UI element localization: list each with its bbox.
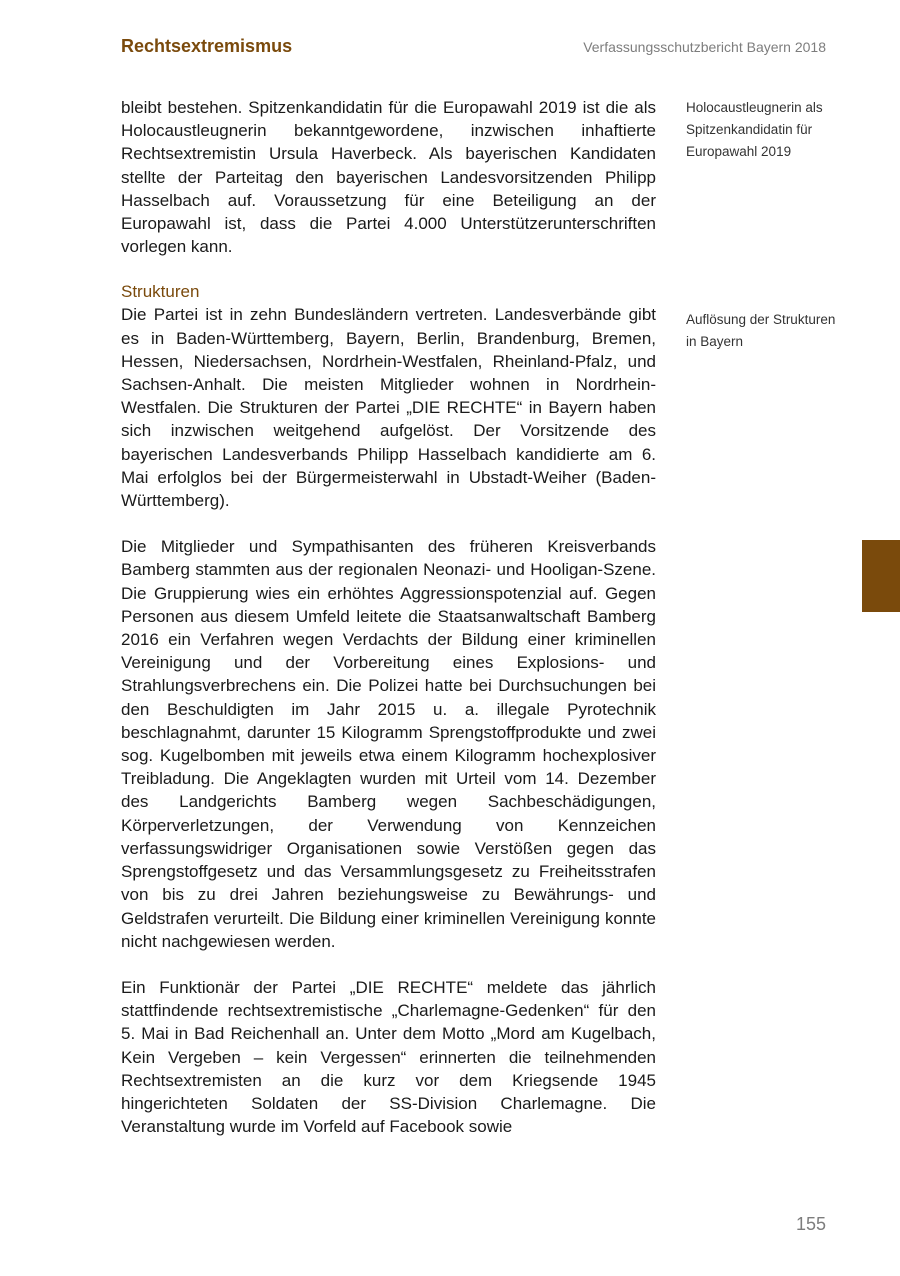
page-number: 155 bbox=[795, 1214, 826, 1234]
report-title: Verfassungsschutzbericht Bayern 2018 bbox=[583, 39, 826, 55]
section-heading: Strukturen bbox=[121, 282, 200, 302]
paragraph: Die Partei ist in zehn Bundesländern vertreten. Landesverbände gibt es in Baden-Württemberg, Bayern, Berlin, Brandenburg, Bremen, Hessen, Niedersachsen, Nordrhein-Westfalen, Rheinland-Pfalz, und Sachsen-Anhalt. Die meisten Mitglieder wohnen in Nordrhein-Westfalen. Die Strukturen der Partei „DIE RECHTE“ in Bayern haben sich inzwischen weitgehend aufgelöst. Der Vorsitzende des bayerischen Landesverbands Philipp Hasselbach kandidierte am 6. Mai erfolglos bei der Bürgermeisterwahl in Ubstadt-Weiher (Baden-Württemberg). bbox=[121, 305, 656, 511]
chapter-tab-marker bbox=[862, 540, 900, 612]
margin-note: Auflösung der Strukturen in Bayern bbox=[686, 312, 836, 349]
main-text-column bbox=[121, 96, 656, 1138]
paragraph: Die Mitglieder und Sympathisanten des früheren Kreisverbands Bamberg stammten aus der regionalen Neonazi- und Hooligan-Szene. Die Gruppierung wies ein erhöhtes Aggressionspotenzial auf. Gegen Personen aus diesem Umfeld leitete die Staatsanwaltschaft Bamberg 2016 ein Verfahren wegen Verdachts der Bildung einer kriminellen Vereinigung und der Vorbereitung eines Explosions- und Strahlungsverbrechens ein. Die Polizei hatte bei Durchsuchungen bei den Beschuldigten im Jahr 2015 u. a. illegale Pyrotechnik beschlagnahmt, darunter 15 Kilogramm Sprengstoffprodukte und zwei sog. Kugelbomben mit jeweils etwa einem Kilogramm hochexplosiver Treibladung. Die Angeklagten wurden mit Urteil vom 14. Dezember des Landgerichts Bamberg wegen Sachbeschädigungen, Körperverletzungen, der Verwendung von Kennzeichen verfassungswidriger Organisationen sowie Verstößen gegen das Sprengstoffgesetz und das Versammlungsgesetz zu Freiheitsstrafen von bis zu drei Jahren beziehungsweise zu Bewährungs- und Geldstrafen verurteilt. Die Bildung einer kriminellen Vereinigung konnte nicht nachgewiesen werden. bbox=[121, 537, 656, 951]
paragraph: Ein Funktionär der Partei „DIE RECHTE“ meldete das jährlich stattfindende rechtsextremistische „Charlemagne-Gedenken“ für den 5. Mai in Bad Reichenhall an. Unter dem Motto „Mord am Kugelbach, Kein Vergeben – kein Vergessen“ erinnerten die teilnehmenden Rechtsextremisten an die kurz vor dem Kriegsende 1945 hingerichteten Soldaten der SS-Division Charlemagne. Die Veranstaltung wurde im Vorfeld auf Facebook sowie bbox=[121, 977, 656, 1137]
section-title: Rechtsextremismus bbox=[121, 36, 293, 56]
paragraph: bleibt bestehen. Spitzenkandidatin für die Europawahl 2019 ist die als Holocaustleugnerin bekanntgewordene, inzwischen inhaftierte Rechtsextremistin Ursula Haverbeck. Als bayerischen Kandidaten stellte der Parteitag den bayerischen Landesvorsitzenden Philipp Hasselbach auf. Voraussetzung für eine Beteiligung an der Europawahl ist, dass die Partei 4.000 Unterstützerunterschriften vorlegen kann. bbox=[121, 98, 656, 257]
margin-note: Holocaustleugnerin als Spitzenkandidatin für Europawahl 2019 bbox=[686, 100, 823, 159]
